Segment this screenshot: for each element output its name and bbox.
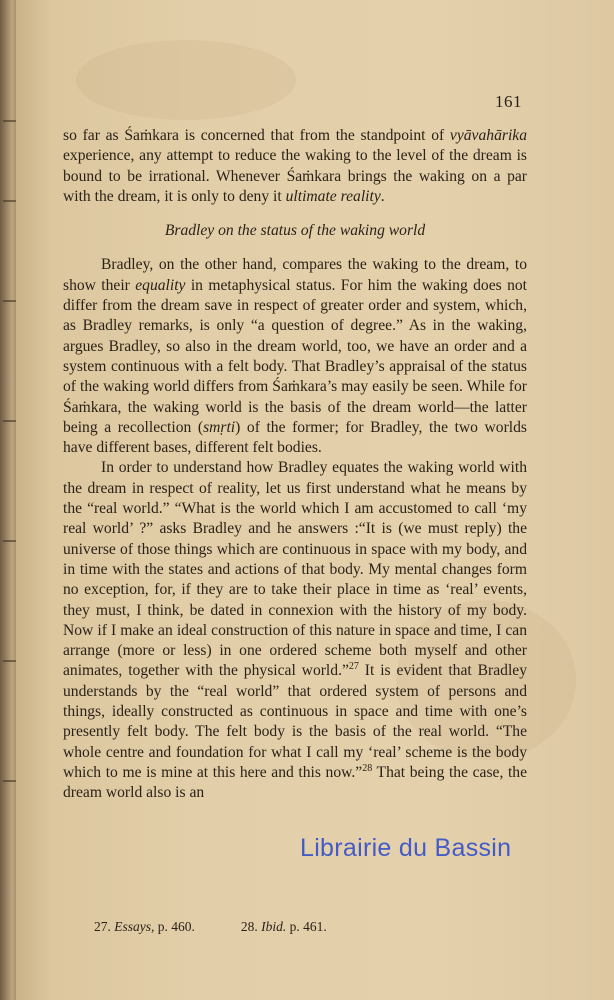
paper-stain [76,40,296,120]
footnote-ref: 27 [348,661,359,673]
facing-page-text-line [3,780,17,782]
watermark-logo: Librairie du Bassin [300,834,512,862]
body-text [63,126,527,804]
facing-page-text-line [3,540,17,542]
footnote-27: 27. Essays, p. 460. [94,919,195,934]
footnote-ref: 28 [362,762,373,774]
paragraph-real-world: In order to understand how Bradley equates the waking world with the dream in respect of reality, let us first understand what he means by the “real world.” “What is the world which I am accustomed to call ‘my real world’ ?” asks Bradley and he answers :“It is (we must reply) the universe of those things which are continuous in space with my body, and in time with the states and actions of that body. My mental changes form no exception, for, if they are to take their place in time as ‘real’ events, they must, I think, be dated in connexion with the history of my body. Now if I make an ideal construction of this nature in space and time, I can arrange (more or less) in one ordered scheme both myself and other animates, together with the physical world.”$^{27}$ It is evident that Bradley understands by the “real world” that ordered system of persons and things, ideally constructed as continuous in space and time with one’s presently felt body. The felt body is the basis of the real world. “The whole centre and foundation for what I call my ‘real’ scheme is the body which to me is mine at this here and this now.”$^{28}$ That being the case, the dream world also is an [63,459,527,802]
footnotes [94,919,494,935]
paragraph-continuation: so far as Śaṁkara is concerned that from the standpoint of vyāvahārika experience, any attempt to reduce the waking to the level of the dream is bound to be irrational. Whenever Śaṁkara brings the waking on a par with the dream, it is only to deny it ultimate reality. [63,127,527,205]
facing-page-text-line [3,200,17,202]
facing-page-text-line [3,420,17,422]
facing-page-text-line [3,660,17,662]
paragraph-bradley: Bradley, on the other hand, compares the waking to the dream, to show their equality in metaphysical status. For him the waking does not differ from the dream save in respect of greater order and system, which, as Bradley remarks, is only “a question of degree.” As in the waking, argues Bradley, so also in the dream world, too, we have an order and a system continuous with a felt body. That Bradley’s appraisal of the status of the waking world differs from Śaṁkara’s may easily be seen. While for Śaṁkara, the waking world is the basis of the dream world—the latter being a recollection (smṛti) of the former; for Bradley, the two worlds have different bases, different felt bodies. [63,256,528,457]
facing-page-text-line [3,120,17,122]
footnote-28: 28. Ibid. p. 461. [240,919,327,934]
page-number: 161 [495,92,522,111]
section-heading: Bradley on the status of the waking world [164,222,426,240]
facing-page-text-line [3,300,17,302]
